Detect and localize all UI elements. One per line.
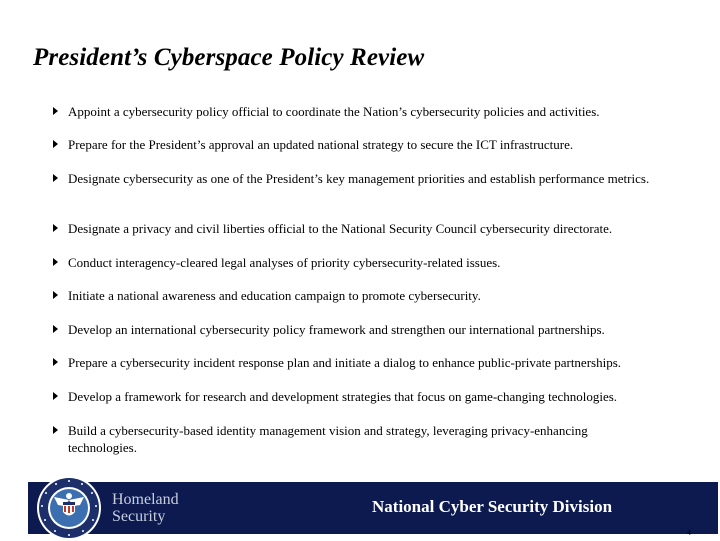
triangle-bullet-icon <box>53 325 58 333</box>
bullet-item <box>53 388 683 405</box>
dhs-seal-icon <box>36 475 102 541</box>
bullet-text: Develop an international cybersecurity policy framework and strengthen our international partnerships. <box>68 322 605 337</box>
division-name: National Cyber Security Division <box>372 497 613 516</box>
triangle-bullet-icon <box>53 224 58 232</box>
bullet-item <box>53 287 683 304</box>
org-line-2: Security <box>112 508 166 525</box>
bullet-text: Prepare a cybersecurity incident response plan and initiate a dialog to enhance public-private partnerships. <box>68 355 622 370</box>
bullet-text: Build a cybersecurity-based identity management vision and strategy, leveraging privacy-enhancing technologies. <box>68 423 588 455</box>
triangle-bullet-icon <box>53 174 58 182</box>
bullet-item <box>53 170 653 187</box>
bullet-text: Designate a privacy and civil liberties official to the National Security Council cybersecurity directorate. <box>68 221 613 236</box>
triangle-bullet-icon <box>53 258 58 266</box>
bullet-item <box>53 136 683 153</box>
triangle-bullet-icon <box>53 140 58 148</box>
triangle-bullet-icon <box>53 291 58 299</box>
triangle-bullet-icon <box>53 107 58 115</box>
bullet-item <box>53 254 683 271</box>
homeland-security-wordmark <box>112 491 179 525</box>
triangle-bullet-icon <box>53 358 58 366</box>
page-number: 4 <box>687 528 691 537</box>
bullet-text: Appoint a cybersecurity policy official to coordinate the Nation’s cybersecurity policies and activities. <box>68 104 600 119</box>
org-line-1: Homeland <box>112 491 179 508</box>
bullet-text: Develop a framework for research and development strategies that focus on game-changing technologies. <box>68 389 618 404</box>
triangle-bullet-icon <box>53 426 58 434</box>
bullet-item <box>53 354 683 371</box>
footer <box>0 482 720 540</box>
slide-title: President’s Cyberspace Policy Review <box>33 44 425 71</box>
bullet-item <box>53 103 683 120</box>
bullet-item <box>53 220 683 237</box>
bullet-item <box>53 321 683 338</box>
bullet-text: Prepare for the President’s approval an updated national strategy to secure the ICT infrastructure. <box>68 137 574 152</box>
bullet-text: Initiate a national awareness and education campaign to promote cybersecurity. <box>68 288 481 303</box>
bullet-item <box>53 422 653 456</box>
bullet-text: Designate cybersecurity as one of the President’s key management priorities and establish performance metrics. <box>68 171 650 186</box>
bullet-text: Conduct interagency-cleared legal analyses of priority cybersecurity-related issues. <box>68 255 501 270</box>
triangle-bullet-icon <box>53 392 58 400</box>
